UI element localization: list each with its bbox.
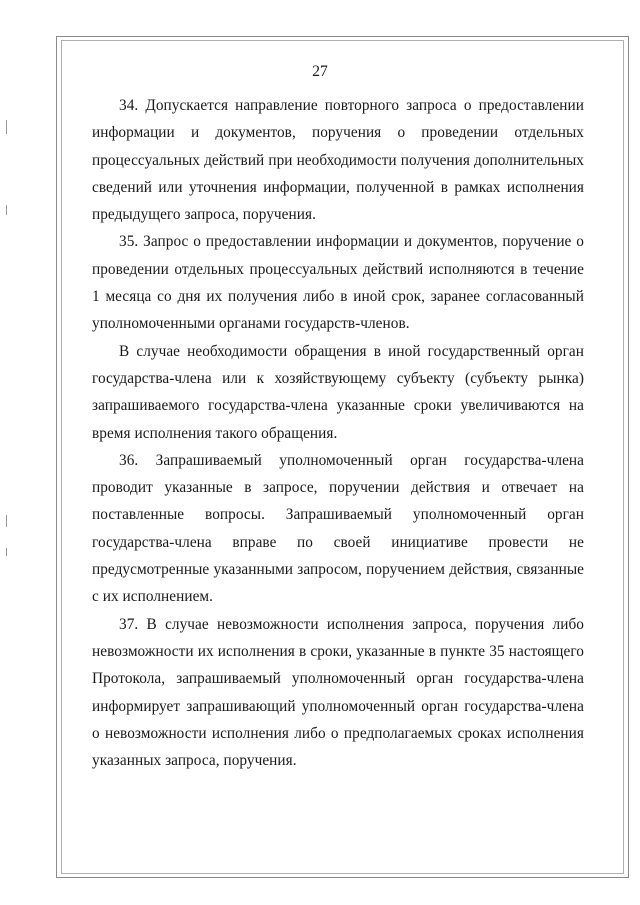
paragraph-37: 37. В случае невозможности исполнения запроса, поручения либо невозможности их исполнения в сроки, указанные в пункте 35 настоящего Протокола, запрашиваемый уполномоченный орган государства-члена информирует запрашивающий уполномоченный орган государства-члена о невозможности исполнения либо о предполагаемых сроках исполнения указанных запроса, поручения.: [92, 615, 584, 770]
scan-margin-mark: [6, 515, 7, 527]
document-body: [92, 92, 584, 774]
paragraph-36: 36. Запрашиваемый уполномоченный орган государства-члена проводит указанные в запросе, поручении действия и отвечает на поставленные вопросы. Запрашиваемый уполномоченный орган государства-члена вправе по своей инициативе провести не предусмотренные указанными запросом, поручением действия, связанные с их исполнением.: [92, 451, 584, 606]
scan-margin-mark: [6, 548, 7, 556]
page-number: 27: [312, 63, 328, 80]
paragraph-35-continuation: В случае необходимости обращения в иной государственный орган государства-члена или к хозяйствующему субъекту (субъекту рынка) запрашиваемого государства-члена указанные сроки увеличиваются на время исполнения такого обращения.: [92, 342, 584, 442]
scan-margin-mark: [6, 205, 7, 215]
paragraph-34: 34. Допускается направление повторного запроса о предоставлении информации и документов, поручения о проведении отдельных процессуальных действий при необходимости получения дополнительных сведений или уточнения информации, полученной в рамках исполнения предыдущего запроса, поручения.: [92, 97, 584, 224]
paragraph-35: 35. Запрос о предоставлении информации и документов, поручение о проведении отдельных процессуальных действий исполняются в течение 1 месяца со дня их получения либо в иной срок, заранее согласованный уполномоченными органами государств-членов.: [92, 233, 584, 333]
scan-margin-mark: [6, 120, 7, 134]
